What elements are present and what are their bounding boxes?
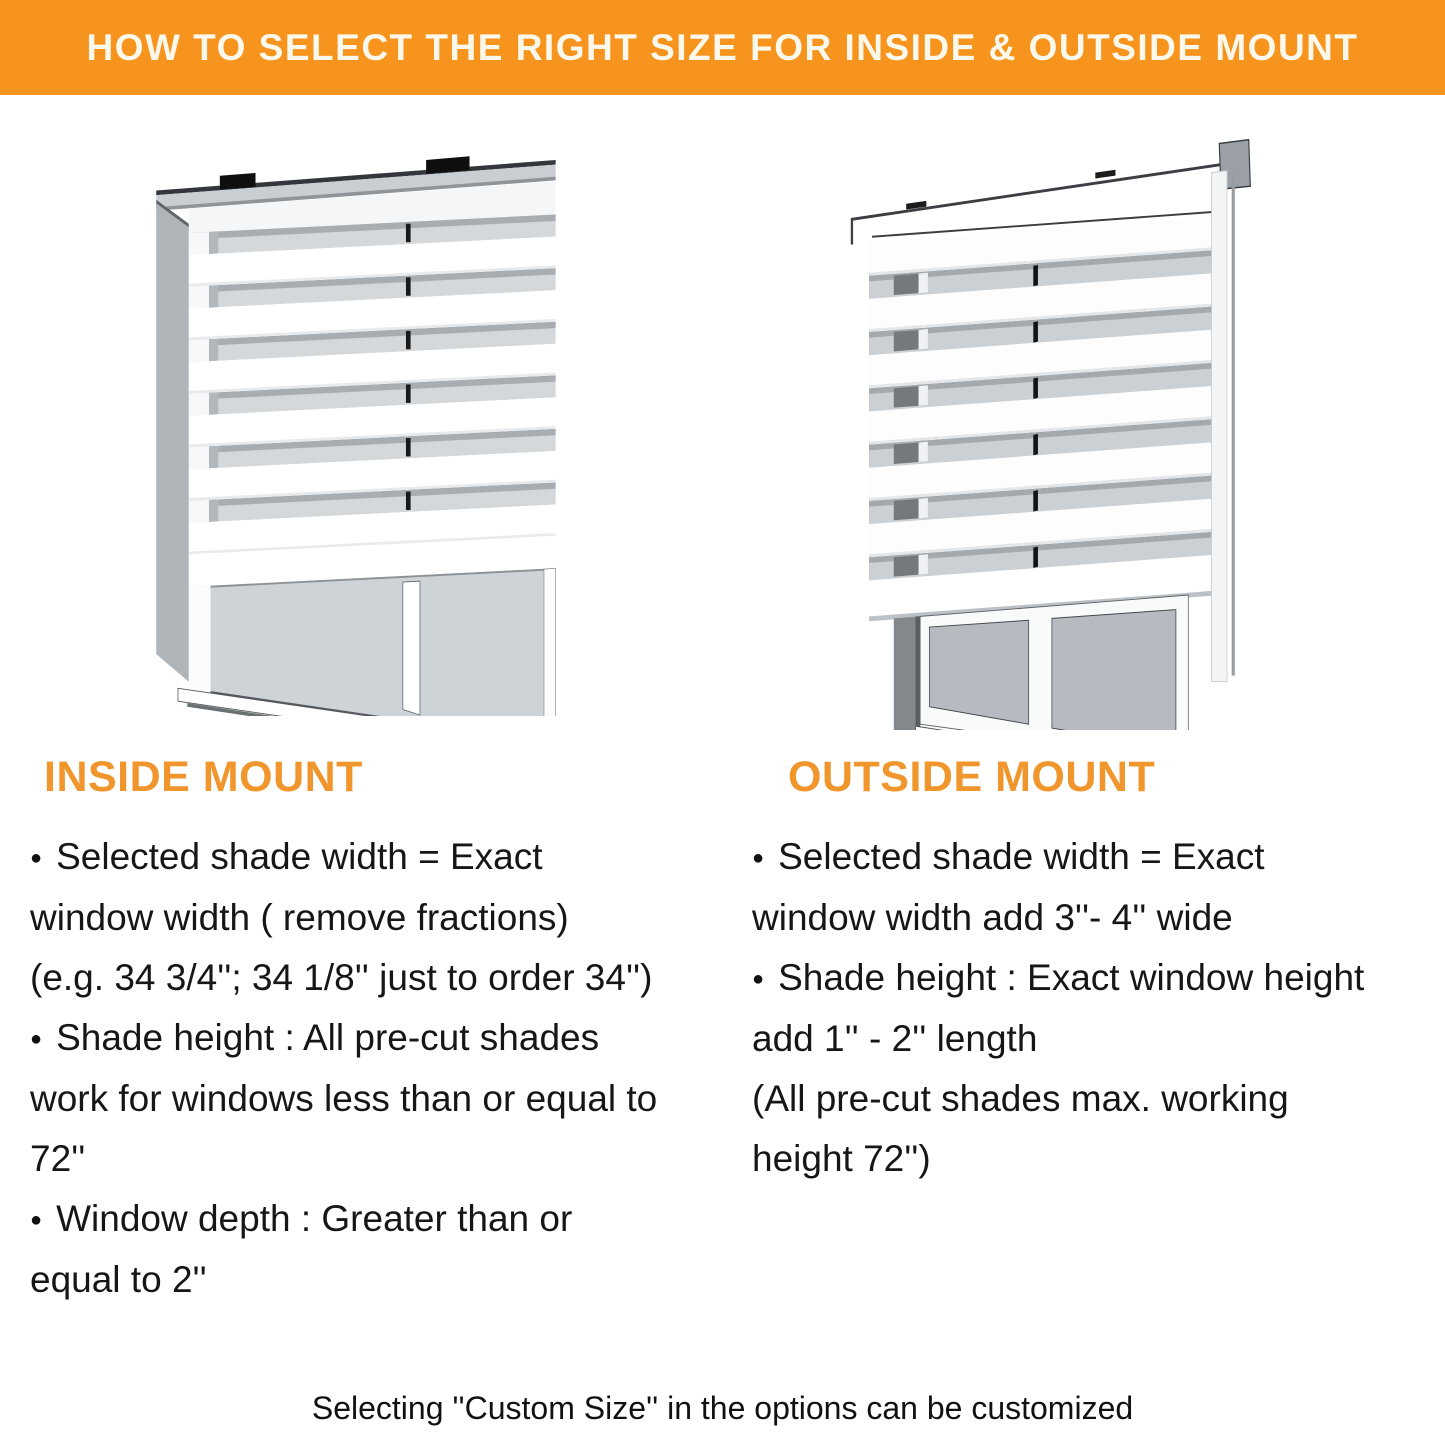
instruction-line: [30, 1129, 657, 1189]
instruction-text: window width add 3''- 4'' wide: [752, 897, 1233, 938]
bullet-icon: ●: [30, 847, 43, 869]
outside-mount-heading: OUTSIDE MOUNT: [788, 753, 1156, 801]
left-jamb: [156, 200, 189, 682]
instruction-line: [30, 1250, 657, 1310]
instruction-line: [752, 888, 1364, 948]
instruction-line: [30, 1189, 657, 1250]
instruction-line: [30, 948, 657, 1008]
side-channel: [1212, 171, 1235, 682]
instruction-line: [752, 1009, 1364, 1069]
instruction-text: (e.g. 34 3/4''; 34 1/8'' just to order 34''): [30, 957, 653, 998]
outside-mount-instructions: [752, 827, 1364, 1189]
instruction-line: [30, 1008, 657, 1069]
instruction-text: Shade height : All pre-cut shades: [56, 1017, 600, 1058]
inside-mount-window-graphic: [133, 148, 575, 716]
zebra-stripes: [869, 216, 1222, 580]
instruction-text: (All pre-cut shades max. working: [752, 1078, 1289, 1119]
lower-window: [894, 595, 1196, 730]
inside-mount-illustration: [133, 148, 575, 716]
banner-title: HOW TO SELECT THE RIGHT SIZE FOR INSIDE & OUTSIDE MOUNT: [86, 26, 1359, 68]
inside-mount-instructions: [30, 827, 657, 1310]
zebra-stripes: [189, 214, 556, 554]
outside-mount-illustration: [838, 128, 1272, 730]
instruction-line: [752, 1069, 1364, 1129]
instruction-line: [752, 948, 1364, 1009]
inside-mount-heading: INSIDE MOUNT: [44, 753, 363, 801]
instruction-text: add 1'' - 2'' length: [752, 1018, 1038, 1059]
bullet-icon: ●: [752, 968, 765, 990]
instruction-text: work for windows less than or equal to: [30, 1078, 658, 1119]
instruction-text: Selected shade width = Exact: [778, 836, 1265, 877]
instruction-text: window width ( remove fractions): [30, 897, 569, 938]
bullet-icon: ●: [30, 1028, 43, 1050]
instruction-text: equal to 2'': [30, 1259, 207, 1300]
instruction-line: [30, 827, 657, 888]
bullet-icon: ●: [30, 1209, 43, 1231]
instruction-line: [752, 827, 1364, 888]
banner: [0, 0, 1445, 95]
instruction-line: [30, 1069, 657, 1129]
instruction-text: Shade height : Exact window height: [778, 957, 1365, 998]
instruction-line: [30, 888, 657, 948]
instruction-text: Window depth : Greater than or: [56, 1198, 573, 1239]
outside-mount-window-graphic: [838, 128, 1272, 730]
bullet-icon: ●: [752, 847, 765, 869]
instruction-text: 72'': [30, 1138, 86, 1179]
custom-size-note: Selecting ''Custom Size'' in the options can be customized: [311, 1390, 1134, 1426]
lower-window: [178, 568, 561, 716]
instruction-text: Selected shade width = Exact: [56, 836, 543, 877]
instruction-line: [752, 1129, 1364, 1189]
instruction-text: height 72''): [752, 1138, 931, 1179]
